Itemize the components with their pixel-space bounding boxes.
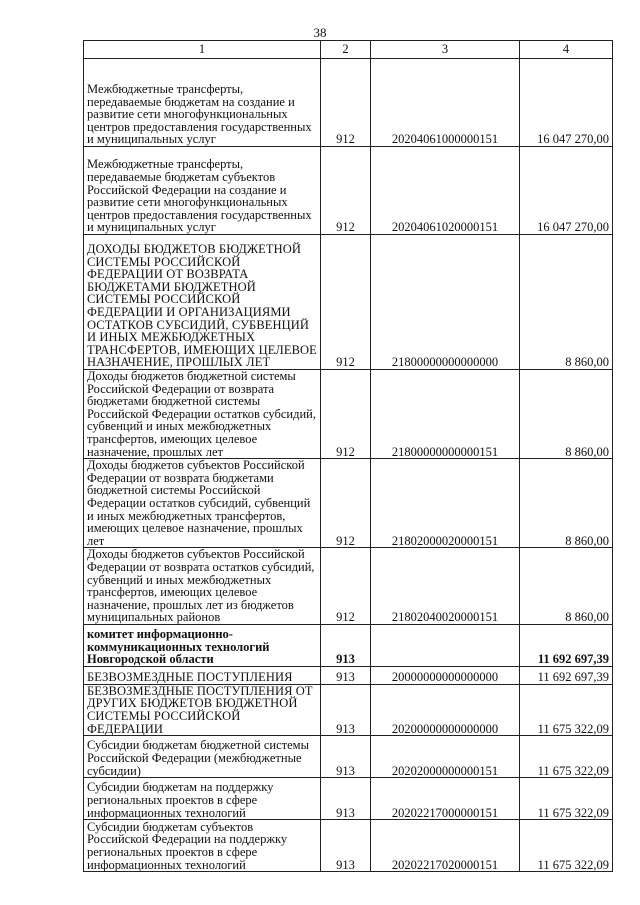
row-admin-code: 912 <box>321 59 371 147</box>
column-header-4: 4 <box>520 41 613 59</box>
page-number: 38 <box>313 25 327 40</box>
row-admin-code: 913 <box>321 778 371 820</box>
row-amount: 8 860,00 <box>520 548 613 625</box>
column-header-2: 2 <box>321 41 371 59</box>
table-row <box>84 59 613 147</box>
row-amount: 11 675 322,09 <box>520 684 613 735</box>
row-budget-code: 21800000000000151 <box>371 370 520 459</box>
row-amount: 8 860,00 <box>520 235 613 370</box>
row-budget-code <box>371 624 520 666</box>
budget-table <box>83 40 613 872</box>
table-row <box>84 459 613 548</box>
table-header-row <box>84 41 613 59</box>
row-name: Межбюджетные трансферты, передаваемые бюджетам субъектов Российской Федерации на создание и развитие сети многофункциональных центров предоставления государственных и муниципальных услуг <box>84 147 321 235</box>
row-name: Доходы бюджетов бюджетной системы Российской Федерации от возврата бюджетами бюджетной системы Российской Федерации остатков субсидий, субвенций и иных межбюджетных трансфертов, имеющих целевое назначение, прошлых лет <box>84 370 321 459</box>
row-admin-code: 912 <box>321 548 371 625</box>
row-admin-code: 912 <box>321 370 371 459</box>
row-admin-code: 912 <box>321 147 371 235</box>
row-budget-code: 20200000000000000 <box>371 684 520 735</box>
table-row <box>84 736 613 778</box>
row-name: БЕЗВОЗМЕЗДНЫЕ ПОСТУПЛЕНИЯ <box>84 666 321 684</box>
row-name: ДОХОДЫ БЮДЖЕТОВ БЮДЖЕТНОЙ СИСТЕМЫ РОССИЙСКОЙ ФЕДЕРАЦИИ ОТ ВОЗВРАТА БЮДЖЕТАМИ БЮДЖЕТНОЙ СИСТЕМЫ РОССИЙСКОЙ ФЕДЕРАЦИИ И ОРГАНИЗАЦИЯМИ ОСТАТКОВ СУБСИДИЙ, СУБВЕНЦИЙ И ИНЫХ МЕЖБЮДЖЕТНЫХ ТРАНСФЕРТОВ, ИМЕЮЩИХ ЦЕЛЕВОЕ НАЗНАЧЕНИЕ, ПРОШЛЫХ ЛЕТ <box>84 235 321 370</box>
row-amount: 11 692 697,39 <box>520 666 613 684</box>
row-amount: 8 860,00 <box>520 370 613 459</box>
column-header-1: 1 <box>84 41 321 59</box>
row-budget-code: 20202000000000151 <box>371 736 520 778</box>
row-name: Субсидии бюджетам на поддержку региональных проектов в сфере информационных технологий <box>84 778 321 820</box>
row-budget-code: 21802000020000151 <box>371 459 520 548</box>
row-admin-code: 912 <box>321 459 371 548</box>
table-row <box>84 548 613 625</box>
table-row <box>84 820 613 872</box>
row-admin-code: 912 <box>321 235 371 370</box>
row-budget-code: 21800000000000000 <box>371 235 520 370</box>
row-budget-code: 20202217000000151 <box>371 778 520 820</box>
table-row <box>84 147 613 235</box>
row-amount: 16 047 270,00 <box>520 59 613 147</box>
row-name: Межбюджетные трансферты, передаваемые бюджетам на создание и развитие сети многофункциональных центров предоставления государственных и муниципальных услуг <box>84 59 321 147</box>
row-admin-code: 913 <box>321 736 371 778</box>
row-name: Субсидии бюджетам бюджетной системы Российской Федерации (межбюджетные субсидии) <box>84 736 321 778</box>
row-budget-code: 20204061020000151 <box>371 147 520 235</box>
row-admin-code: 913 <box>321 684 371 735</box>
table-row <box>84 778 613 820</box>
table-row <box>84 684 613 735</box>
row-budget-code: 20202217020000151 <box>371 820 520 872</box>
row-amount: 11 675 322,09 <box>520 820 613 872</box>
row-amount: 11 692 697,39 <box>520 624 613 666</box>
row-budget-code: 20204061000000151 <box>371 59 520 147</box>
row-name: Доходы бюджетов субъектов Российской Федерации от возврата остатков субсидий, субвенций и иных межбюджетных трансфертов, имеющих целевое назначение, прошлых лет из бюджетов муниципальных районов <box>84 548 321 625</box>
table-row <box>84 370 613 459</box>
row-amount: 8 860,00 <box>520 459 613 548</box>
row-budget-code: 20000000000000000 <box>371 666 520 684</box>
table-row <box>84 666 613 684</box>
column-header-3: 3 <box>371 41 520 59</box>
row-name: БЕЗВОЗМЕЗДНЫЕ ПОСТУПЛЕНИЯ ОТ ДРУГИХ БЮДЖЕТОВ БЮДЖЕТНОЙ СИСТЕМЫ РОССИЙСКОЙ ФЕДЕРАЦИИ <box>84 684 321 735</box>
row-admin-code: 913 <box>321 624 371 666</box>
row-name: Доходы бюджетов субъектов Российской Федерации от возврата бюджетами бюджетной системы Российской Федерации остатков субсидий, субвенций и иных межбюджетных трансфертов, имеющих целевое назначение, прошлых лет <box>84 459 321 548</box>
row-amount: 11 675 322,09 <box>520 778 613 820</box>
row-name: комитет информационно-коммуникационных технологий Новгородской области <box>84 624 321 666</box>
row-admin-code: 913 <box>321 820 371 872</box>
row-budget-code: 21802040020000151 <box>371 548 520 625</box>
row-amount: 11 675 322,09 <box>520 736 613 778</box>
row-name: Субсидии бюджетам субъектов Российской Федерации на поддержку региональных проектов в сфере информационных технологий <box>84 820 321 872</box>
table-row <box>84 235 613 370</box>
table-row <box>84 624 613 666</box>
row-admin-code: 913 <box>321 666 371 684</box>
row-amount: 16 047 270,00 <box>520 147 613 235</box>
